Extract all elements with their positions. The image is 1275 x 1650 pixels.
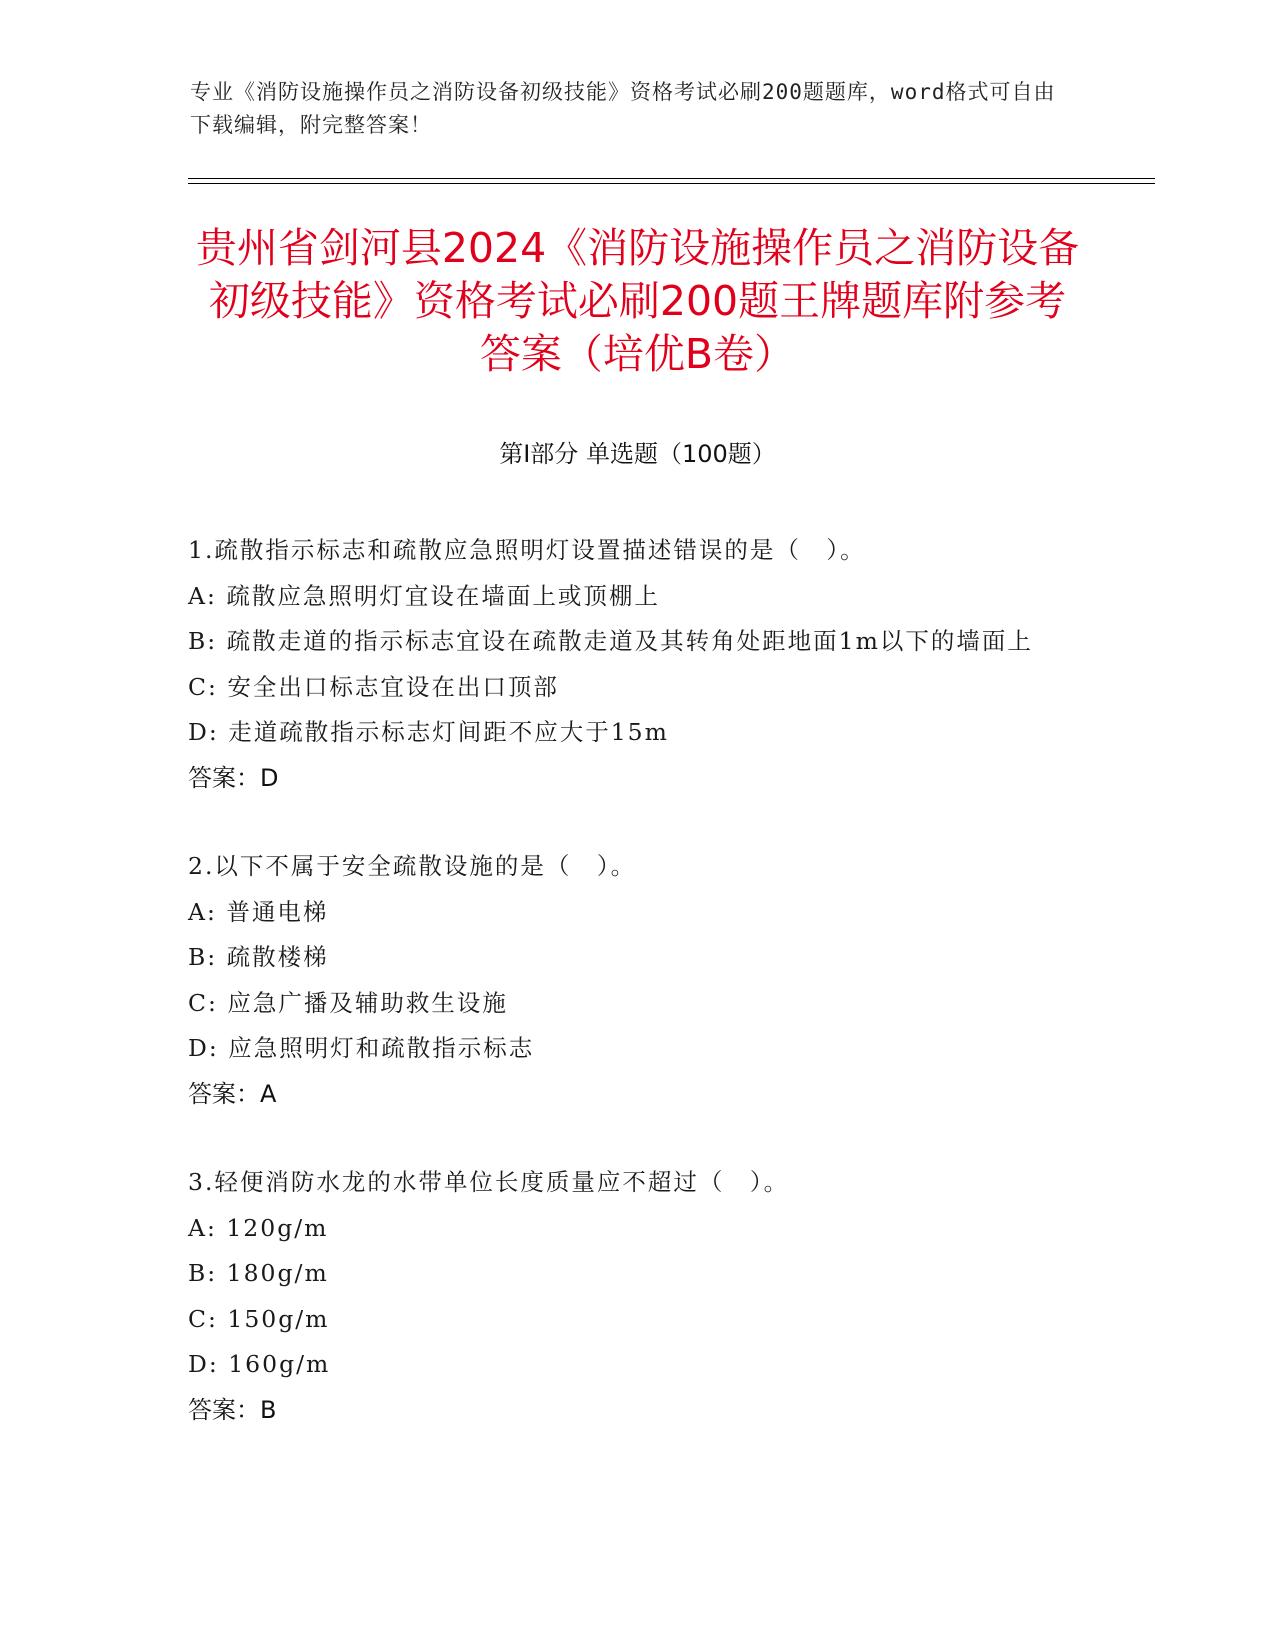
option-c: C: 150g/m	[188, 1304, 330, 1333]
question-stem: 1.疏散指示标志和疏散应急照明灯设置描述错误的是（ ）。	[188, 536, 866, 564]
answer-line: 答案：D	[188, 763, 279, 792]
option-a: A: 120g/m	[188, 1213, 329, 1242]
question-stem: 3.轻便消防水龙的水带单位长度质量应不超过（ ）。	[188, 1168, 790, 1196]
question-stem: 2.以下不属于安全疏散设施的是（ ）。	[188, 852, 637, 880]
option-d: D: 160g/m	[188, 1350, 331, 1378]
option-a: A: 普通电梯	[188, 897, 329, 926]
option-d: D: 走道疏散指示标志灯间距不应大于15m	[188, 718, 669, 746]
option-c: C: 安全出口标志宜设在出口顶部	[188, 672, 559, 701]
question-1	[188, 528, 1068, 801]
answer-line: 答案：A	[188, 1079, 277, 1108]
answer-line: 答案：B	[188, 1395, 277, 1424]
option-a: A: 疏散应急照明灯宜设在墙面上或顶棚上	[188, 581, 660, 610]
question-2	[188, 844, 1068, 1117]
option-b: B: 疏散楼梯	[188, 943, 329, 971]
option-b: B: 疏散走道的指示标志宜设在疏散走道及其转角处距地面1m以下的墙面上	[188, 627, 1033, 655]
section-title: 第Ⅰ部分 单选题（100题）	[499, 440, 776, 468]
header-note: 专业《消防设施操作员之消防设备初级技能》资格考试必刷200题题库，word格式可自由下载编辑，附完整答案！	[190, 80, 1056, 137]
question-list	[188, 528, 1068, 1476]
question-3	[188, 1160, 1068, 1433]
header-divider	[188, 178, 1155, 184]
option-d: D: 应急照明灯和疏散指示标志	[188, 1034, 535, 1062]
document-title: 贵州省剑河县2024《消防设施操作员之消防设备初级技能》资格考试必刷200题王牌题库附参考答案（培优B卷）	[195, 224, 1080, 378]
option-b: B: 180g/m	[188, 1259, 329, 1287]
option-c: C: 应急广播及辅助救生设施	[188, 988, 508, 1017]
